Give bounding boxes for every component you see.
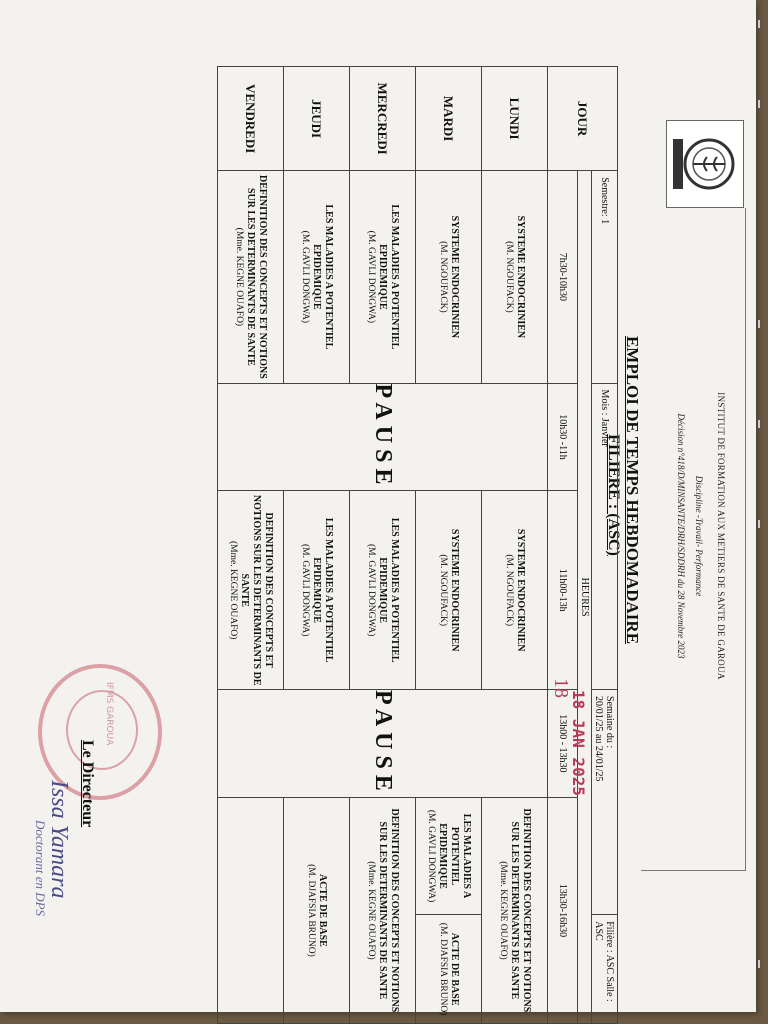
vendredi-slot2: DEFINITION DES CONCEPTS ET NOTIONS SUR LES DETERMINANTS DE SANTE (Mme. KEGNE OUAFO)	[218, 491, 284, 689]
slot-break-1: 10h30 -11h	[548, 383, 578, 491]
day-mardi: MARDI	[416, 67, 482, 171]
signature-title: Doctorant en DPS	[33, 820, 48, 917]
institute-name: INSTITUT DE FORMATION AUX METIERS DE SANTE DE GAROUA	[716, 392, 726, 680]
seal-text: IFMS GAROUA	[104, 682, 114, 746]
filiere-salle: Filière : ASC Salle : ASC	[592, 915, 618, 1024]
heures-header: HEURES	[578, 171, 592, 1024]
slot-break-2: 13h00 - 13h30	[548, 689, 578, 797]
pause-2: PAUSE	[218, 689, 548, 797]
table-row	[284, 67, 350, 1024]
mardi-slot3b: ACTE DE BASE (M. DJAFSIA BRUNO)	[416, 915, 482, 1024]
slot-3: 13h30-16h30	[548, 797, 578, 1023]
mercredi-slot1: LES MALADIES A POTENTIEL EPIDEMIQUE (M. GAVLI DONGWA)	[350, 171, 416, 383]
table-row	[416, 67, 482, 1024]
lundi-slot1: SYSTEME ENDOCRINIEN (M. NGOUFACK)	[482, 171, 548, 383]
signature: Issa Yamara	[46, 780, 72, 899]
table-row	[350, 67, 416, 1024]
mardi-slot3a: LES MALADIES A POTENTIEL EPIDEMIQUE (M. GAVLI DONGWA)	[416, 797, 482, 914]
jeudi-slot2: LES MALADIES A POTENTIEL EPIDEMIQUE (M. GAVLI DONGWA)	[284, 491, 350, 689]
jeudi-slot1: LES MALADIES A POTENTIEL EPIDEMIQUE (M. GAVLI DONGWA)	[284, 171, 350, 383]
day-jeudi: JEUDI	[284, 67, 350, 171]
day-mercredi: MERCREDI	[350, 67, 416, 171]
jeudi-slot3: ACTE DE BASE (M. DJAFSIA BRUNO)	[284, 797, 350, 1023]
institute-motto: Discipline -Travail- Performance	[694, 475, 704, 597]
table-row	[218, 67, 284, 1024]
semaine-label: Semaine du : 20/01/25 au 24/01/25	[592, 689, 618, 914]
institute-logo	[666, 120, 744, 208]
day-vendredi: VENDREDI	[218, 67, 284, 171]
day-lundi: LUNDI	[482, 67, 548, 171]
handwritten-mark: 18	[550, 678, 572, 698]
binder-tick	[758, 520, 760, 528]
pause-1: PAUSE	[218, 383, 548, 491]
mardi-slot2: SYSTEME ENDOCRINIEN (M. NGOUFACK)	[416, 491, 482, 689]
binder-tick	[758, 100, 760, 108]
binder-tick	[758, 960, 760, 968]
mardi-slot1: SYSTEME ENDOCRINIEN (M. NGOUFACK)	[416, 171, 482, 383]
binder-tick	[758, 20, 760, 28]
mercredi-slot2: LES MALADIES A POTENTIEL EPIDEMIQUE (M. GAVLI DONGWA)	[350, 491, 416, 689]
timetable	[217, 66, 618, 1024]
binder-tick	[758, 420, 760, 428]
date-stamp: 18 JAN 2025	[569, 690, 588, 796]
lundi-slot3: DEFINITION DES CONCEPTS ET NOTIONS SUR LES DETERMINANTS DE SANTE (Mme. KEGNE OUAFO)	[482, 797, 548, 1023]
jour-header: JOUR	[548, 67, 618, 171]
vendredi-slot3	[218, 797, 284, 1023]
page-subtitle: FILIERE : (ASC)	[605, 434, 622, 556]
vendredi-slot1: DEFINITION DES CONCEPTS ET NOTIONS SUR LES DETERMINANTS DE SANTE (Mme. KEGNE OUAFO)	[218, 171, 284, 383]
seal-inner-ring	[66, 690, 138, 770]
slot-2: 11h00-13h	[548, 491, 578, 689]
decision-reference: Décision n°418/D/MINSANTE/DRH/SDDRH du 28 Novembre 2023	[676, 413, 686, 659]
semestre-label: Semestre: 1	[592, 171, 618, 383]
binder-tick	[758, 320, 760, 328]
slot-1: 7h30-10h30	[548, 171, 578, 383]
mercredi-slot3: DEFINITION DES CONCEPTS ET NOTIONS SUR LES DETERMINANTS DE SANTE (Mme. KEGNE OUAFO)	[350, 797, 416, 1023]
lundi-slot2: SYSTEME ENDOCRINIEN (M. NGOUFACK)	[482, 491, 548, 689]
mois-label: Mois : Janvier	[592, 383, 618, 689]
table-row	[482, 67, 548, 1024]
page-title: EMPLOI DE TEMPS HEBDOMADAIRE	[623, 335, 642, 645]
director-label: Le Directeur	[79, 740, 96, 828]
